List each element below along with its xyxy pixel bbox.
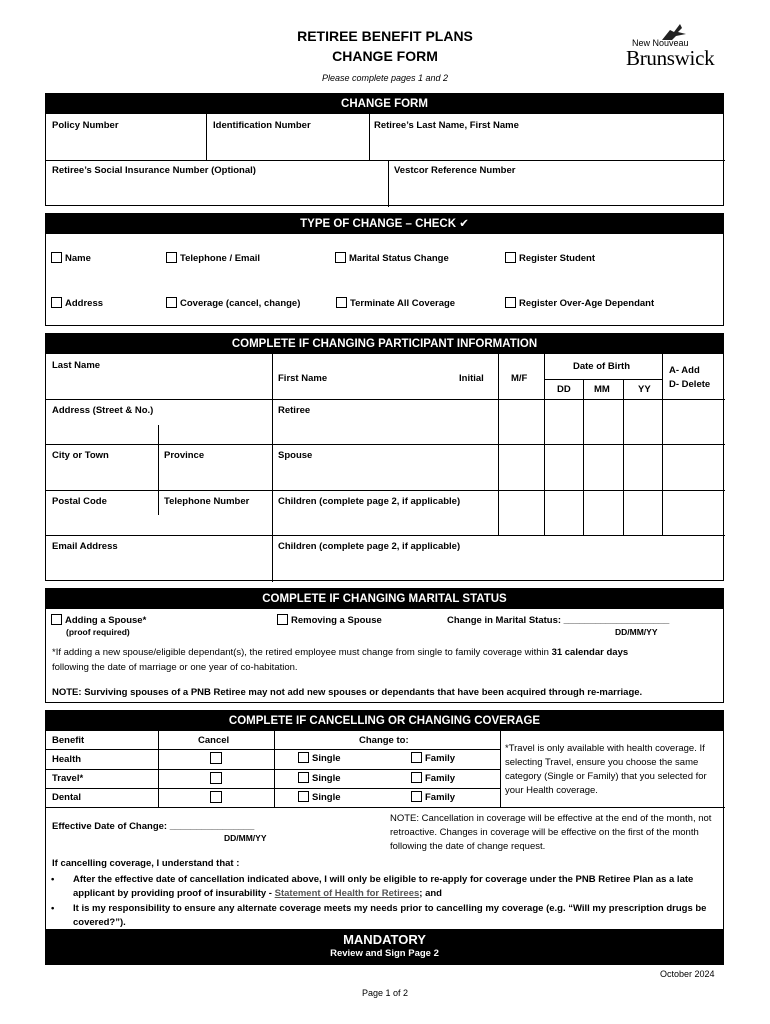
checkbox-adding-spouse[interactable] [51,614,62,625]
retiree-name-label: Retiree’s Last Name, First Name [374,120,519,131]
sin-label: Retiree’s Social Insurance Number (Optional) [52,165,256,176]
cancel-column-header: Cancel [198,735,230,746]
travel-family-checkbox[interactable] [411,772,422,783]
email-label: Email Address [52,541,118,552]
dental-single-checkbox[interactable] [298,791,309,802]
mf-label: M/F [511,373,528,384]
benefit-dental: Dental [52,792,82,803]
travel-family-option[interactable]: Family [411,772,455,784]
option-marital-status[interactable]: Marital Status Change [335,252,449,264]
form-subtitle: Please complete pages 1 and 2 [321,73,449,83]
cancellation-note: NOTE: Cancellation in coverage will be effective at the end of the month, not retroactive. Changes in coverage will be effective on the first of the month following the date of change request. [390,813,712,852]
bullet-item-2: • It is my responsibility to ensure any alternate coverage meets my needs prior to cancelling my coverage (e.g. “Will my prescription drugs be covered?”). [51,903,707,928]
policy-number-label: Policy Number [52,120,119,131]
vestcor-reference-label: Vestcor Reference Number [394,165,516,176]
mandatory-subtitle: Review and Sign Page 2 [330,948,439,959]
checkbox-removing-spouse[interactable] [277,614,288,625]
province-label: Province [164,450,205,461]
logo-nouveau: Nouveau [652,38,689,48]
option-telephone-email[interactable]: Telephone / Email [166,252,260,264]
understand-bullets [51,873,721,930]
identification-number-field[interactable] [206,114,369,160]
marital-date-format: DD/MM/YY [615,627,658,637]
bullet-item-1: • After the effective date of cancellation indicated above, I will only be eligible to re-apply for coverage under the PNB Retiree Plan as a late applicant by providing proof of insurability - Statement of Health for Retirees; and [51,874,694,899]
dob-label: Date of Birth [573,361,630,372]
option-name[interactable]: Name [51,252,91,264]
dd-label: DD [557,384,571,395]
option-terminate-all[interactable]: Terminate All Coverage [336,297,455,309]
type-of-change-heading: TYPE OF CHANGE – CHECK ✔ [46,214,723,234]
marital-status-heading: COMPLETE IF CHANGING MARITAL STATUS [46,589,723,609]
checkbox-register-student[interactable] [505,252,516,263]
cancel-health-checkbox[interactable] [210,752,222,764]
page-number: Page 1 of 2 [361,988,409,998]
type-of-change-section [45,213,724,326]
children-label-2: Children (complete page 2, if applicable) [278,541,461,552]
delete-label: D- Delete [669,379,711,390]
travel-note: *Travel is only available with health coverage. If selecting Travel, ensure you choose the same category (Single or Family) that you selected for your Health coverage. [505,743,707,796]
add-label: A- Add [669,365,700,376]
form-title-line1: RETIREE BENEFIT PLANS [297,28,473,44]
understand-heading: If cancelling coverage, I understand that : [52,858,240,869]
initial-label: Initial [459,373,484,384]
health-family-option[interactable]: Family [411,752,455,764]
coverage-section [45,710,724,965]
checkbox-marital-status[interactable] [335,252,346,263]
dental-family-option[interactable]: Family [411,791,455,803]
postal-code-label: Postal Code [52,496,107,507]
statement-of-health-link[interactable]: Statement of Health for Retirees [274,888,420,899]
cancel-travel-checkbox[interactable] [210,772,222,784]
gnb-logo [622,22,727,70]
health-family-checkbox[interactable] [411,752,422,763]
marital-note-1: *If adding a new spouse/eligible dependant(s), the retired employee must change from single to family coverage within 31 calendar days following the date of marriage or one year of co-habitation. [52,647,629,673]
marital-status-change-field[interactable]: Change in Marital Status: ____________________ [447,615,670,626]
form-date: October 2024 [660,969,715,979]
checkbox-terminate-all[interactable] [336,297,347,308]
checkbox-coverage[interactable] [166,297,177,308]
logo-new: New [632,38,653,48]
mandatory-title: MANDATORY [343,932,426,947]
travel-single-option[interactable]: Single [298,772,341,784]
option-register-overage[interactable]: Register Over-Age Dependant [505,297,654,309]
benefit-column-header: Benefit [52,735,85,746]
option-adding-spouse[interactable]: Adding a Spouse* [51,614,146,626]
health-single-checkbox[interactable] [298,752,309,763]
telephone-label: Telephone Number [164,496,250,507]
proof-required: (proof required) [66,627,130,637]
option-address[interactable]: Address [51,297,103,309]
dental-family-checkbox[interactable] [411,791,422,802]
marital-note-2: NOTE: Surviving spouses of a PNB Retiree may not add new spouses or dependants that have been acquired through re-marriage. [52,687,643,698]
participant-info-section [45,333,724,581]
checkbox-name[interactable] [51,252,62,263]
spouse-label: Spouse [278,450,313,461]
mandatory-banner [45,929,724,965]
change-form-heading: CHANGE FORM [46,94,723,114]
children-label-1: Children (complete page 2, if applicable) [278,496,461,507]
address-label: Address (Street & No.) [52,405,154,416]
option-register-student[interactable]: Register Student [505,252,595,264]
health-single-option[interactable]: Single [298,752,341,764]
first-name-label: First Name [278,373,328,384]
yy-label: YY [638,384,651,395]
checkbox-register-overage[interactable] [505,297,516,308]
change-form-section [45,93,724,206]
checkbox-telephone-email[interactable] [166,252,177,263]
city-label: City or Town [52,450,109,461]
cancel-dental-checkbox[interactable] [210,791,222,803]
dental-single-option[interactable]: Single [298,791,341,803]
effective-date-field[interactable]: Effective Date of Change: ________________ [52,821,255,832]
coverage-heading: COMPLETE IF CANCELLING OR CHANGING COVERAGE [46,711,723,731]
mm-label: MM [594,384,610,395]
benefit-travel: Travel* [52,773,84,784]
participant-info-heading: COMPLETE IF CHANGING PARTICIPANT INFORMATION [46,334,723,354]
identification-number-label: Identification Number [213,120,311,131]
change-to-column-header: Change to: [359,735,409,746]
option-removing-spouse[interactable]: Removing a Spouse [277,614,382,626]
logo-brunswick: Brunswick [626,46,715,70]
retiree-label: Retiree [278,405,311,416]
last-name-label: Last Name [52,360,101,371]
travel-single-checkbox[interactable] [298,772,309,783]
form-title-line2: CHANGE FORM [332,48,438,64]
option-coverage[interactable]: Coverage (cancel, change) [166,297,300,309]
marital-status-section [45,588,724,703]
benefit-health: Health [52,754,82,765]
effective-date-format: DD/MM/YY [224,833,267,843]
checkbox-address[interactable] [51,297,62,308]
